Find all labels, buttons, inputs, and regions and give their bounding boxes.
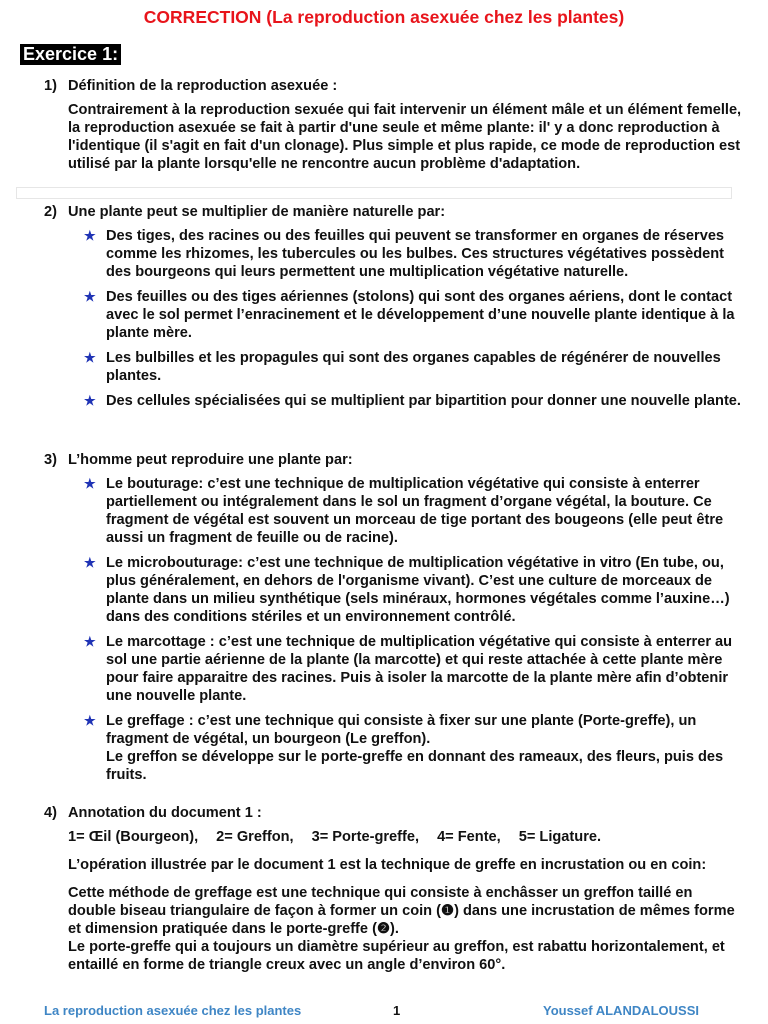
star-icon: ★ [84,350,96,365]
annotation-list [68,828,742,846]
footer-title: La reproduction asexuée chez les plantes [44,1003,302,1018]
document-title: CORRECTION (La reproduction asexuée chez les plantes) [143,7,625,27]
list-item [84,475,742,547]
star-icon: ★ [84,476,96,491]
annotation-item: 5= Ligature. [518,829,602,845]
section-3 [44,451,742,791]
divider-box [16,187,732,199]
rootstock-paragraph: Le porte-greffe qui a toujours un diamètre supérieur au greffon, est rabattu horizontalement, et entaillé en forme de triangle creux avec un angle d’environ 60°. [68,939,725,973]
operation-paragraph: L’opération illustrée par le document 1 est la technique de greffe en incrustation ou en coin: [68,857,707,873]
exercise-label: Exercice 1: [20,44,121,65]
list-item [84,633,742,705]
section-2 [44,203,742,417]
star-icon: ★ [84,393,96,408]
star-icon: ★ [84,634,96,649]
list-item-text: Le microbouturage: c’est une technique de multiplication végétative in vitro (En tube, ou, plus généralement, en dehors de l'organisme vivant). C’est une culture de morceaux de plante dans un milieu synthétique (sels minéraux, hormones végétales comme l’auxine…) dans des conditions stériles et un environnement contrôlé. [106,555,730,625]
section-heading: L’homme peut reproduire une plante par: [68,452,353,468]
list-item [84,227,742,281]
definition-text: Contrairement à la reproduction sexuée qui fait intervenir un élément mâle et un élément femelle, la reproduction asexuée se fait à partir d'une seule et même plante: il' y a donc reproduction à l'identique (il s'agit en fait d'un clonage). Plus simple et plus rapide, ce mode de reproduction est utilisé par la plante lorsqu'elle ne rencontre aucun problème d'adaptation. [68,102,742,172]
star-icon: ★ [84,713,96,728]
list-item-text: Des tiges, des racines ou des feuilles qui peuvent se transformer en organes de réserves comme les rhizomes, les tubercules ou les bulbes. Ces structures végétatives possèdent des bourgeons qui leurs permettent une multiplication végétative naturelle. [106,228,725,280]
page-number: 1 [393,1003,401,1018]
natural-multiplication-list [44,227,742,410]
star-icon: ★ [84,289,96,304]
list-item-text: Des cellules spécialisées qui se multiplient par bipartition pour donner une nouvelle plante. [106,393,741,409]
section-4 [44,804,742,974]
method-paragraph: Cette méthode de greffage est une technique qui consiste à enchâsser un greffon taillé en double biseau triangulaire de façon à former un coin (❶) dans une incrustation de mêmes forme et dimension pratiquée dans le porte-greffe (❷). [68,885,735,937]
star-icon: ★ [84,555,96,570]
section-number: 3) [44,452,57,468]
annotation-item: 2= Greffon, [216,829,294,845]
list-item-text: Le marcottage : c’est une technique de multiplication végétative qui consiste à enterrer au sol une partie aérienne de la plante (la marcotte) et qui reste attachée à cette plante mère pour faire apparaitre des racines. Puis à isoler la marcotte de la plante mère afin d’obtenir une nouvelle plante. [106,634,733,704]
annotation-item: 1= Œil (Bourgeon), [68,829,199,845]
list-item-text: Les bulbilles et les propagules qui sont des organes capables de régénérer de nouvelles plantes. [106,350,721,384]
annotation-item: 4= Fente, [437,829,501,845]
list-item-text: Des feuilles ou des tiges aériennes (stolons) qui sont des organes aériens, dont le contact avec le sol permet l’enracinement et le développement d’une nouvelle plante identique à la plante mère. [106,289,735,341]
list-item [84,392,742,410]
list-item [84,712,742,784]
star-icon: ★ [84,228,96,243]
list-item-text: Le bouturage: c’est une technique de multiplication végétative qui consiste à enterrer partiellement ou intégralement dans le sol un fragment d’organe végétal, la bouture. Ce fragment de végétal est souvent un morceau de tige portant des bougeons (elle peut être aussi un fragment de feuille ou de racine). [106,476,724,546]
section-heading: Annotation du document 1 : [68,805,262,821]
section-heading: Définition de la reproduction asexuée : [68,78,338,94]
list-item [84,554,742,626]
section-heading: Une plante peut se multiplier de manière naturelle par: [68,204,446,220]
section-number: 1) [44,78,57,94]
list-item [84,349,742,385]
section-number: 4) [44,805,57,821]
list-item [84,288,742,342]
list-item-text: Le greffon se développe sur le porte-greffe en donnant des rameaux, des fleurs, puis des fruits. [106,749,724,783]
section-number: 2) [44,204,57,220]
annotation-item: 3= Porte-greffe, [311,829,420,845]
footer-author: Youssef ALANDALOUSSI [542,1003,699,1018]
section-1 [44,77,742,173]
page-footer [44,1003,699,1021]
human-reproduction-list [44,475,742,784]
list-item-text: Le greffage : c’est une technique qui consiste à fixer sur une plante (Porte-greffe), un fragment de végétal, un bourgeon (Le greffon). [106,713,697,747]
